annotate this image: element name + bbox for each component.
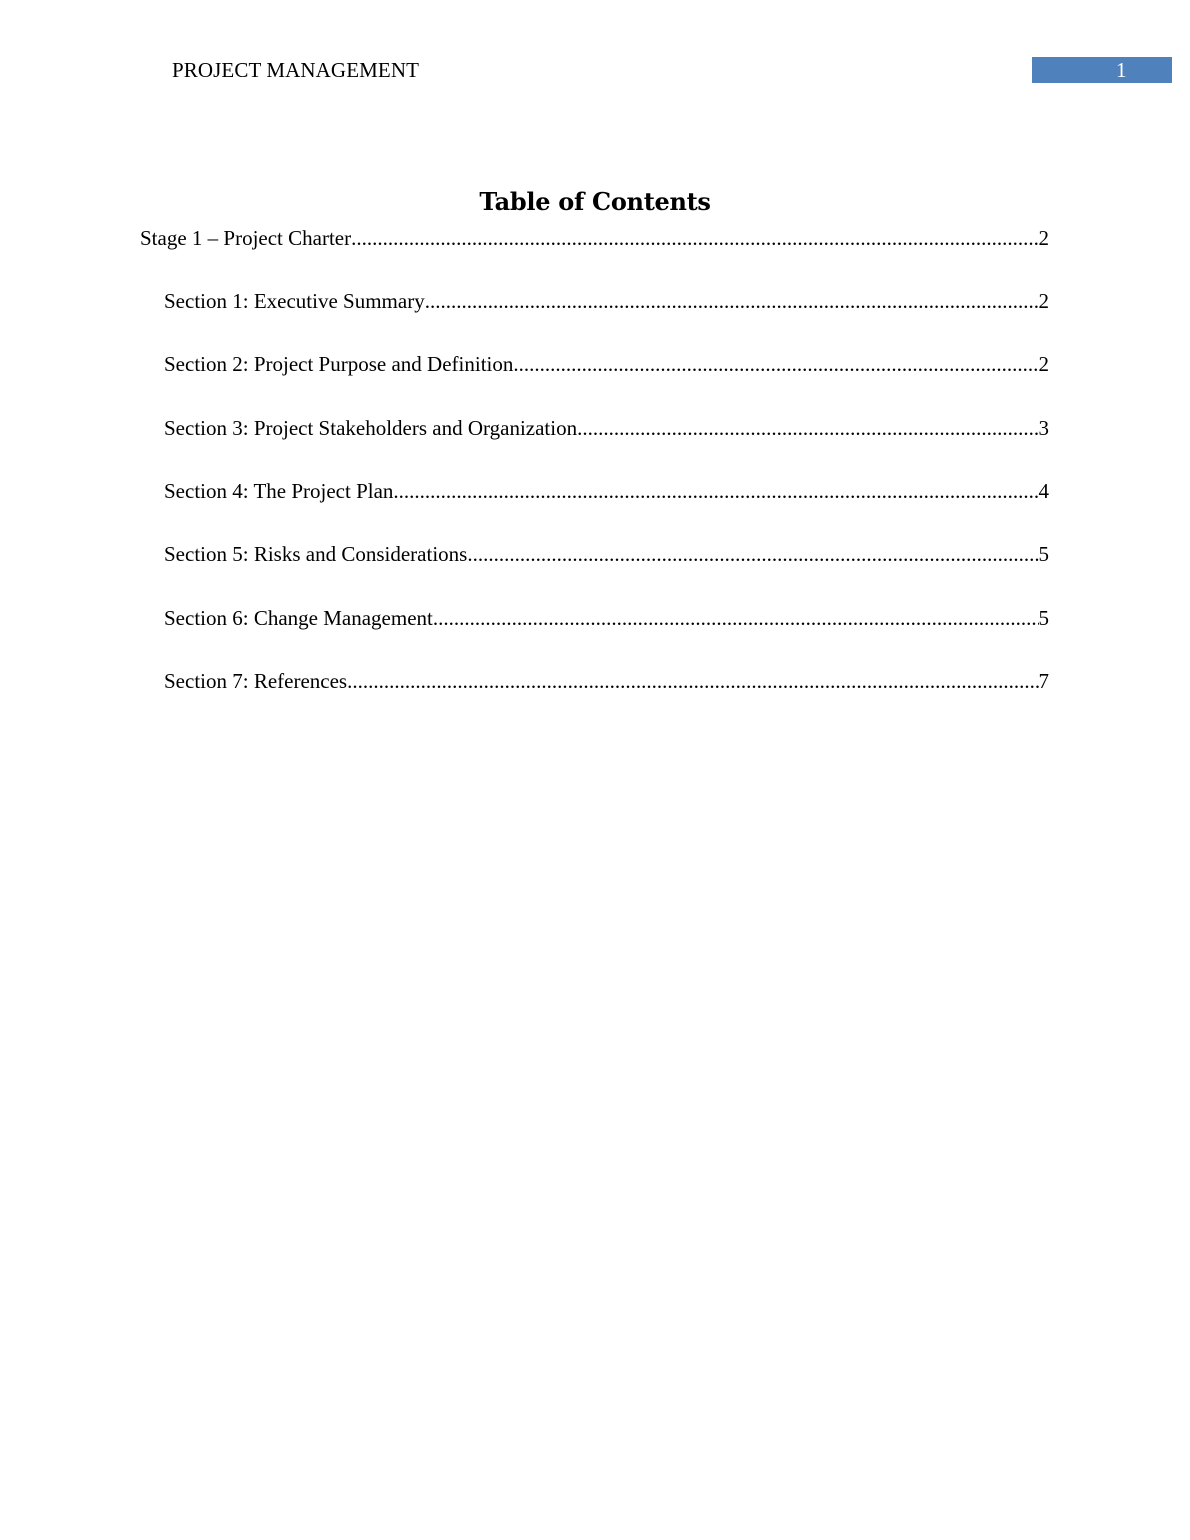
toc-entry-page: 3 [1038, 416, 1049, 440]
toc-entry-page: 2 [1038, 226, 1049, 250]
toc-entry-section-4[interactable] [164, 477, 1049, 505]
toc-entry-section-6[interactable] [164, 604, 1049, 632]
running-head: PROJECT MANAGEMENT [172, 58, 420, 82]
dot-leader [577, 414, 1038, 442]
toc-entry-label: Section 7: References [164, 669, 348, 693]
toc-entry-stage-1[interactable] [140, 224, 1049, 252]
page-number: 1 [1032, 57, 1172, 83]
toc-entry-label: Section 5: Risks and Considerations [164, 542, 468, 566]
dot-leader [351, 224, 1038, 252]
toc-entry-label: Section 6: Change Management [164, 606, 433, 630]
toc-entry-page: 5 [1038, 542, 1049, 566]
toc-entry-section-1[interactable] [164, 287, 1049, 315]
toc-entry-page: 4 [1038, 479, 1049, 503]
toc-entry-label: Stage 1 – Project Charter [140, 226, 352, 250]
dot-leader [425, 287, 1039, 315]
toc-entry-label: Section 4: The Project Plan [164, 479, 394, 503]
toc-entry-page: 7 [1038, 669, 1049, 693]
toc-entry-section-2[interactable] [164, 350, 1049, 378]
dot-leader [393, 477, 1038, 505]
toc-entry-label: Section 1: Executive Summary [164, 289, 425, 313]
dot-leader [433, 604, 1039, 632]
toc-entry-section-7[interactable] [164, 667, 1049, 695]
toc-entry-page: 2 [1038, 352, 1049, 376]
toc-entry-section-5[interactable] [164, 540, 1049, 568]
dot-leader [347, 667, 1038, 695]
toc-title: Table of Contents [479, 187, 711, 216]
toc-entry-label: Section 3: Project Stakeholders and Organization [164, 416, 578, 440]
toc-entry-section-3[interactable] [164, 414, 1049, 442]
dot-leader [467, 540, 1038, 568]
toc-entry-page: 5 [1038, 606, 1049, 630]
dot-leader [513, 350, 1038, 378]
toc-entry-label: Section 2: Project Purpose and Definition [164, 352, 514, 376]
toc-entry-page: 2 [1038, 289, 1049, 313]
